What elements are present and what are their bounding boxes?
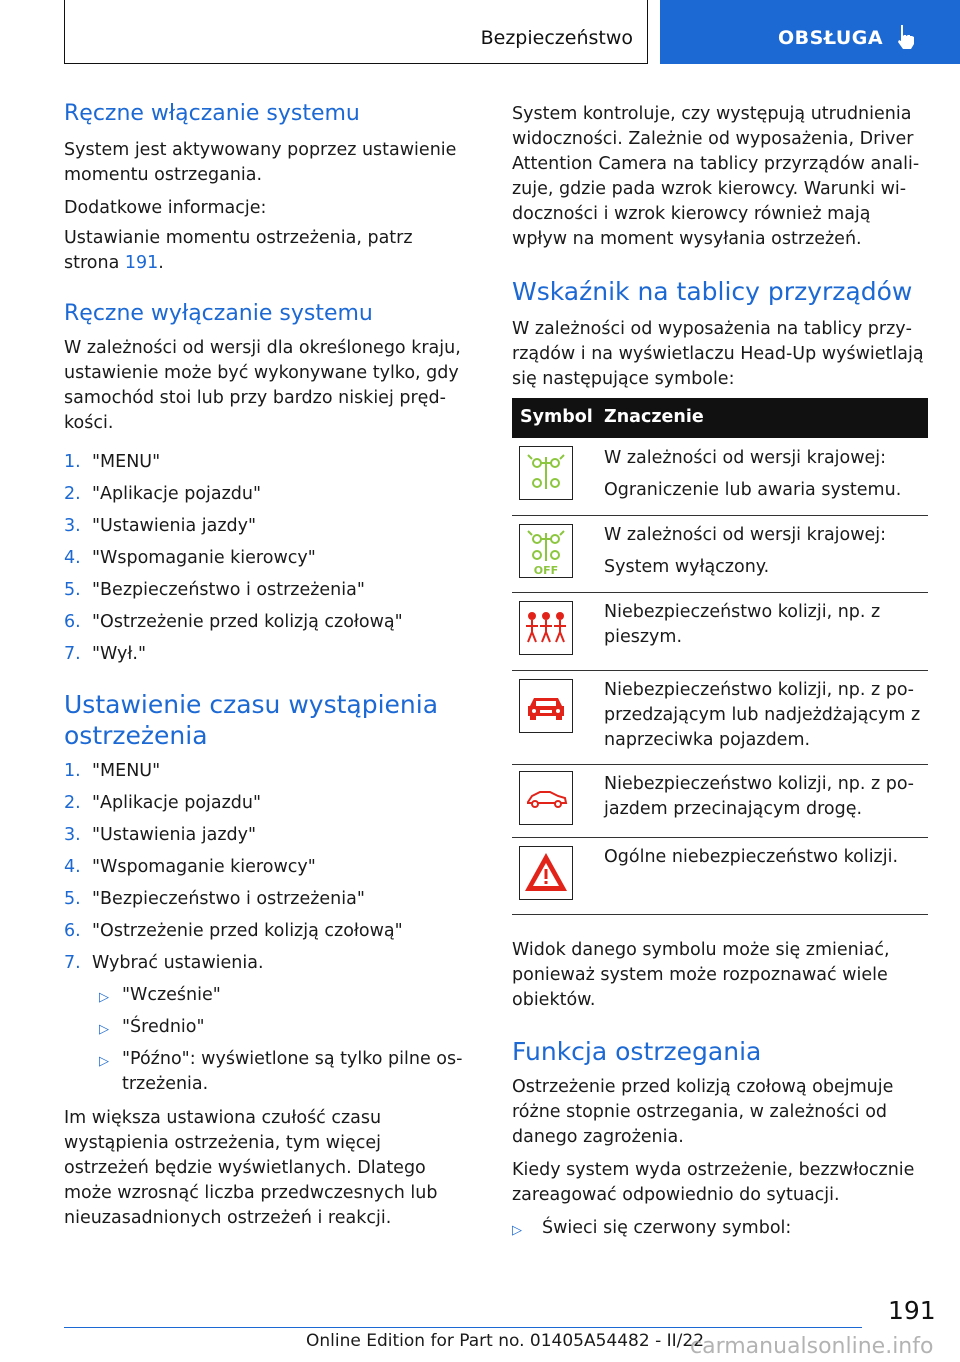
bullet-triangle-icon: ▷ (99, 990, 109, 1005)
paragraph-additional-info: Dodatkowe informacje: (64, 198, 267, 218)
paragraph-indicator: W zależności od wyposażenia na tablicy przyrządów i na wyświetlaczu Head-Up wyświetlają się następujące symbole: (512, 319, 924, 389)
heading-warning-time-line1: Ustawienie czasu wystąpienia (64, 690, 439, 719)
step-number: 5. (64, 889, 81, 909)
step-text: "Wspomaganie kierowcy" (92, 548, 316, 568)
step-text: "Aplikacje pojazdu" (92, 793, 262, 813)
pedestrian-warning-icon (519, 601, 573, 655)
step-number: 2. (64, 793, 81, 813)
see-page-end: . (158, 253, 164, 273)
step-number: 4. (64, 857, 81, 877)
meaning-text: Ograniczenie lub awaria systemu. (604, 480, 902, 500)
paragraph-symbol-view: Widok danego symbolu może się zmieniać, ponieważ system może rozpoznawać wiele obiektów. (512, 940, 890, 1010)
footer-divider (64, 1327, 862, 1328)
option-medium: "Średnio" (122, 1017, 205, 1037)
heading-manual-off: Ręczne wyłączanie systemu (64, 301, 373, 326)
step-number: 3. (64, 516, 81, 536)
bullet-triangle-icon: ▷ (99, 1054, 109, 1069)
paragraph-react: Kiedy system wyda ostrzeżenie, bezzwłocznie zareagować odpowiednio do sytuacji. (512, 1160, 915, 1205)
meaning-text: Niebezpieczeństwo kolizji, np. z poprzedzającym lub nadjeżdżającym z naprzeciwka pojazdem. (604, 680, 921, 750)
table-row (512, 592, 928, 671)
step-text: "Wył." (92, 644, 146, 664)
table-row (512, 515, 928, 593)
step-text: "Bezpieczeństwo i ostrzeżenia" (92, 889, 365, 909)
step-text: "Wspomaganie kierowcy" (92, 857, 316, 877)
heading-warning-time-line2: ostrzeżenia (64, 721, 208, 750)
step-text: "Ostrzeżenie przed kolizją czołową" (92, 921, 403, 941)
meaning-cell (604, 600, 924, 650)
hand-pointer-icon (892, 22, 922, 52)
meaning-cell (604, 772, 924, 822)
step-number: 6. (64, 921, 81, 941)
step-text: "MENU" (92, 452, 161, 472)
heading-indicator: Wskaźnik na tablicy przyrządów (512, 277, 913, 306)
paragraph-warning-levels: Ostrzeżenie przed kolizją czołową obejmuje różne stopnie ostrzegania, w zależności od danego zagrożenia. (512, 1077, 894, 1147)
header-chapter-title: OBSŁUGA (778, 27, 884, 49)
option-late: "Późno": wyświetlone są tylko pilne ostrzeżenia. (122, 1049, 463, 1094)
meaning-cell (604, 678, 924, 753)
option-early: "Wcześnie" (122, 985, 221, 1005)
page-number: 191 (888, 1296, 936, 1325)
collision-warning-icon (519, 446, 573, 500)
meaning-text: Niebezpieczeństwo kolizji, np. z pieszym. (604, 602, 881, 647)
header-chapter-box (660, 0, 960, 64)
meaning-text: W zależności od wersji krajowej: (604, 448, 887, 468)
crossing-vehicle-warning-icon (519, 771, 573, 825)
step-number: 7. (64, 644, 81, 664)
step-text: "Bezpieczeństwo i ostrzeżenia" (92, 580, 365, 600)
column-header-meaning: Znaczenie (604, 407, 704, 427)
bullet-red-symbol: Świeci się czerwony symbol: (542, 1218, 792, 1238)
off-label: OFF (533, 564, 559, 577)
step-text: Wybrać ustawienia. (92, 953, 264, 973)
step-text: "Ustawienia jazdy" (92, 825, 257, 845)
meaning-cell (604, 845, 924, 870)
meaning-cell (604, 523, 924, 580)
paragraph-see-page (64, 226, 444, 276)
paragraph-manual-on: System jest aktywowany poprzez ustawienie momentu ostrzegania. (64, 140, 457, 185)
step-number: 3. (64, 825, 81, 845)
meaning-text: Niebezpieczeństwo kolizji, np. z pojazdem przecinającym drogę. (604, 774, 914, 819)
meaning-cell (604, 446, 924, 503)
paragraph-manual-off: W zależności od wersji dla określonego kraju, ustawienie może być wykonywane tylko, gdy samochód stoi lub przy bardzo niskiej prędkości. (64, 338, 461, 433)
meaning-text: Ogólne niebezpieczeństwo kolizji. (604, 847, 899, 867)
step-number: 1. (64, 761, 81, 781)
step-number: 2. (64, 484, 81, 504)
column-header-symbol: Symbol (520, 407, 593, 427)
meaning-text: System wyłączony. (604, 557, 770, 577)
vehicle-ahead-warning-icon (519, 679, 573, 733)
table-row (512, 670, 928, 765)
step-text: "Ostrzeżenie przed kolizją czołową" (92, 612, 403, 632)
page-link[interactable]: 191 (124, 253, 159, 273)
step-text: "Ustawienia jazdy" (92, 516, 257, 536)
meaning-text: W zależności od wersji krajowej: (604, 525, 887, 545)
step-number: 1. (64, 452, 81, 472)
paragraph-sensitivity: Im większa ustawiona czułość czasu wystąpienia ostrzeżenia, tym więcej ostrzeżeń będzie wyświetlanych. Dlatego może wzrosnąć liczba przedwczesnych lub nieuzasadnionych ostrzeżeń i reakcji. (64, 1108, 438, 1228)
collision-warning-off-icon (519, 524, 573, 578)
watermark: carmanualsonline.info (690, 1334, 934, 1359)
header-section-title: Bezpieczeństwo (480, 27, 633, 49)
see-page-text: Ustawianie momentu ostrzeżenia, patrz strona (64, 228, 413, 273)
paragraph-visibility: System kontroluje, czy występują utrudnienia widoczności. Zależnie od wyposażenia, Driver Attention Camera na tablicy przyrządów analizuje, gdzie pada wzrok kierowcy. Warunki widoczności i wzrok kierowcy również mają wpływ na moment wysyłania ostrzeżeń. (512, 104, 920, 249)
footer-edition: Online Edition for Part no. 01405A54482 - II/22 (306, 1331, 705, 1351)
bullet-triangle-icon: ▷ (99, 1022, 109, 1037)
step-number: 6. (64, 612, 81, 632)
header-section-box (64, 0, 648, 64)
table-row (512, 837, 928, 915)
heading-warning-function: Funkcja ostrzegania (512, 1037, 762, 1066)
step-number: 5. (64, 580, 81, 600)
step-text: "Aplikacje pojazdu" (92, 484, 262, 504)
step-text: "MENU" (92, 761, 161, 781)
bullet-triangle-icon: ▷ (512, 1223, 522, 1238)
table-header (512, 398, 928, 438)
step-number: 7. (64, 953, 81, 973)
table-row (512, 764, 928, 838)
table-row (512, 438, 928, 516)
general-collision-warning-icon (519, 846, 573, 900)
heading-manual-on: Ręczne włączanie systemu (64, 101, 360, 126)
step-number: 4. (64, 548, 81, 568)
